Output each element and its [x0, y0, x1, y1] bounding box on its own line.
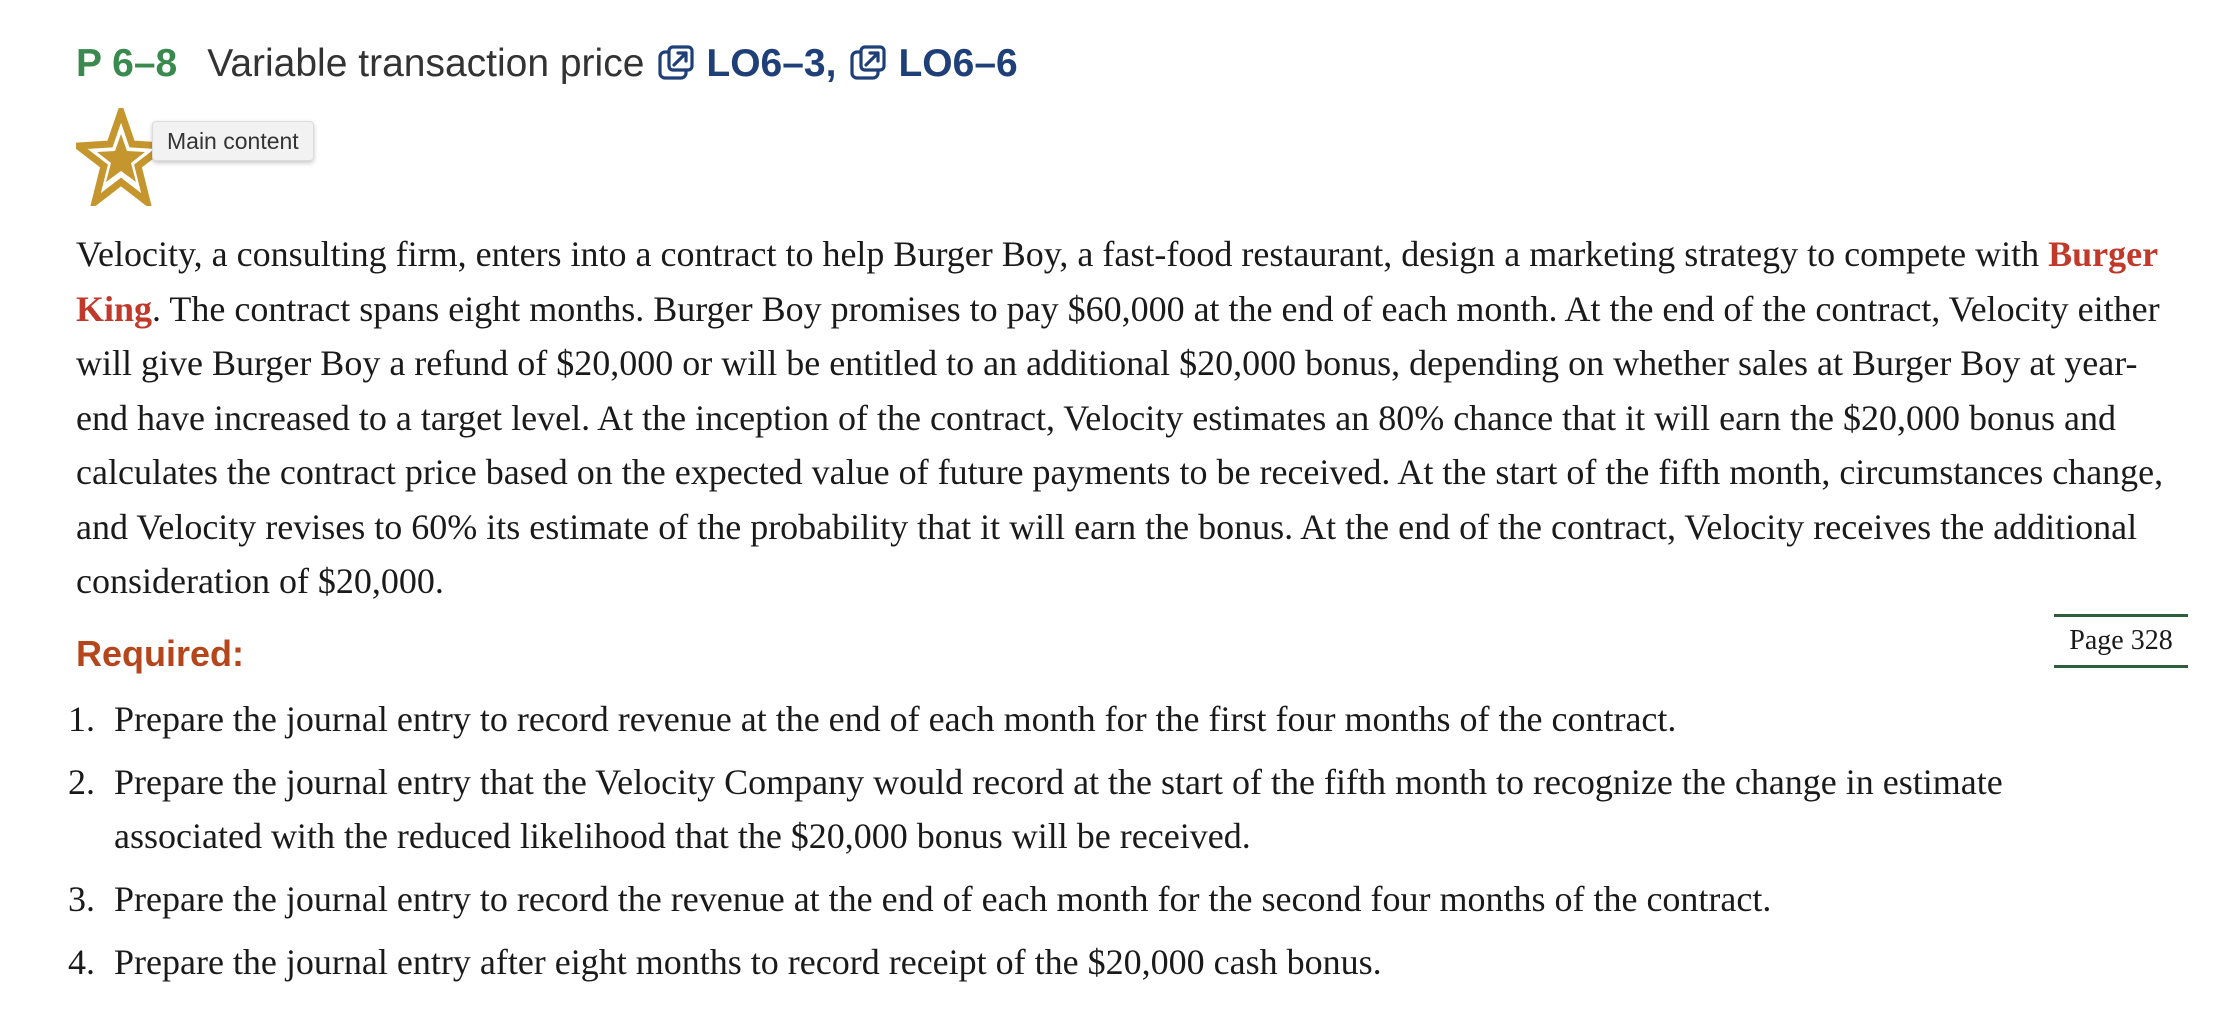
- external-link-icon: [656, 44, 696, 84]
- required-item-text: Prepare the journal entry to record revenue at the end of each month for the first four months of the contract.: [114, 699, 1677, 739]
- learning-objective-link-lo6-3[interactable]: [656, 42, 836, 86]
- required-item-text: Prepare the journal entry to record the revenue at the end of each month for the second four months of the contract.: [114, 879, 1772, 919]
- required-item-number: 1.: [68, 699, 95, 739]
- required-item: [68, 692, 2158, 746]
- learning-objective-label: LO6–6: [898, 42, 1018, 85]
- learning-objective-label: LO6–3,: [706, 42, 837, 85]
- required-item: [68, 935, 2158, 989]
- required-item-text: Prepare the journal entry after eight months to record receipt of the $20,000 cash bonus.: [114, 942, 1382, 982]
- required-item-text: Prepare the journal entry that the Velocity Company would record at the start of the fifth month to recognize the change in estimate associated with the reduced likelihood that the $20,000 bonus will be received.: [114, 762, 2003, 856]
- required-item-number: 3.: [68, 879, 95, 919]
- required-item-number: 2.: [68, 762, 95, 802]
- page-marker: Page 328: [2054, 614, 2188, 668]
- main-content-tooltip: Main content: [152, 121, 314, 161]
- problem-header: [76, 36, 1030, 92]
- burger-king-link[interactable]: Burger King: [76, 234, 2158, 329]
- problem-text: [76, 227, 2176, 609]
- learning-objective-link-lo6-6[interactable]: [848, 42, 1017, 86]
- required-list: [68, 692, 2158, 998]
- problem-number: P 6–8: [76, 42, 178, 85]
- required-heading: Required:: [76, 633, 245, 674]
- required-item: [68, 872, 2158, 926]
- external-link-icon: [848, 44, 888, 84]
- required-item-number: 4.: [68, 942, 95, 982]
- problem-text-start: Velocity, a consulting firm, enters into a contract to help Burger Boy, a fast-food restaurant, design a marketing strategy to compete with: [76, 234, 2040, 274]
- required-item: [68, 755, 2158, 863]
- problem-title: Variable transaction price: [207, 42, 645, 85]
- problem-text-end: . The contract spans eight months. Burger Boy promises to pay $60,000 at the end of each month. At the end of the contract, Velocity either will give Burger Boy a refund of $20,000 or will be entitled to an additional $20,000 bonus, depending on whether sales at Burger Boy at year-end have increased to a target level. At the inception of the contract, Velocity estimates an 80% chance that it will earn the $20,000 bonus and calculates the contract price based on the expected value of future payments to be received. At the start of the fifth month, circumstances change, and Velocity revises to 60% its estimate of the probability that it will earn the bonus. At the end of the contract, Velocity receives the additional consideration of $20,000.: [76, 288, 2164, 601]
